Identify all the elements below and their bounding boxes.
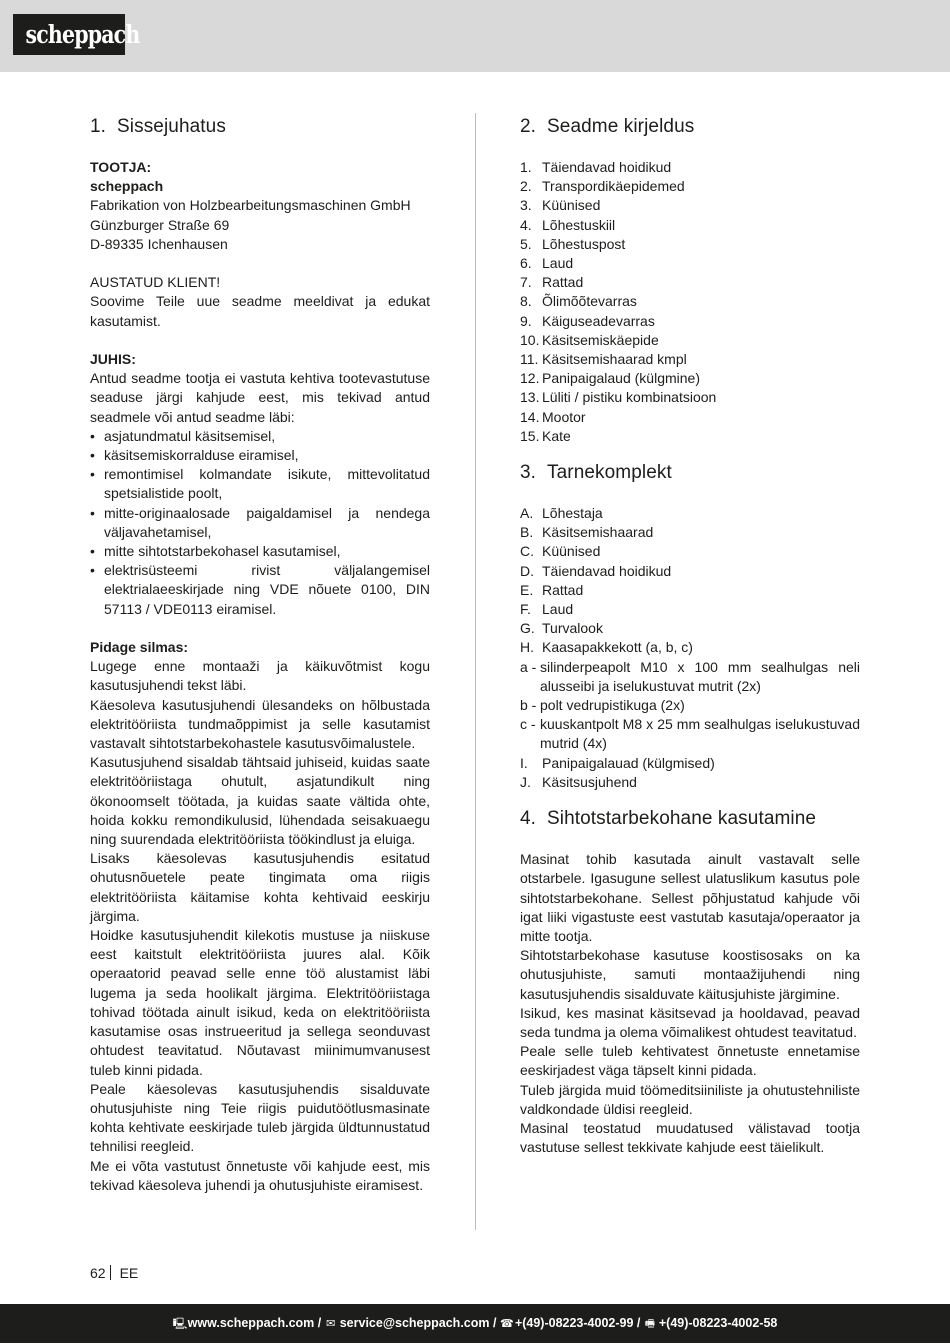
delivery-list-continued [520, 754, 860, 792]
list-item: 7. Rattad [520, 274, 584, 291]
delivery-list [520, 504, 860, 658]
fax-icon: 🖷︎ [644, 1318, 656, 1330]
list-item: B. Käsitsemishaarad [520, 524, 654, 541]
fax-number: +(49)-08223-4002-58 [658, 1316, 778, 1330]
address-line: Günzburger Straße 69 [90, 216, 230, 233]
list-item: 14. Mootor [520, 408, 586, 425]
paragraph: Lisaks käesolevas kasutusjuhendis esitatud ohutusnõuetele peate tingimata oma riigis elektritööriista käitamise kohta kehtivaid eeskirju järgima. [90, 850, 430, 924]
paragraph: Masinal teostatud muudatused välistavad tootja vastutuse sellest tekkivate kahjude eest täielikult. [520, 1119, 860, 1156]
computer-icon: 🖳︎ [172, 1318, 188, 1330]
paragraph: Me ei võta vastutust õnnetuste või kahjude eest, mis tekivad käesoleva juhendi ja ohutusjuhiste eiramisest. [90, 1157, 430, 1193]
paragraph: Peale käesolevas kasutusjuhendis sisalduvate ohutusjuhiste ning Teie riigis puidutöötlusmasinate kohta kehtivate eeskirjade tuleb järgida üldtunnustatud tehnilisi reegleid. [90, 1080, 430, 1155]
scheppach-logo: scheppach [13, 14, 125, 55]
section-3-heading: 3. Tarnekomplekt [520, 462, 672, 484]
column-divider [475, 113, 476, 1230]
notice-text: Antud seadme tootja ei vastuta kehtiva tootevastutuse seaduse järgi kahjude eest, mis tekivad antud seadmele või antud seadme läbi: [90, 370, 430, 425]
list-item: 10. Käsitsemiskäepide [520, 331, 659, 348]
list-item: G. Turvalook [520, 620, 603, 637]
paragraph: Hoidke kasutusjuhendit kilekotis mustuse ja niiskuse eest kaitstult elektritööriista juures alal. Kõik operaatorid peavad selle enne töö alustamist läbi lugema ja seda hoolikalt järgima. Elektritööriistaga tohivad töötada ainult isikud, keda on elektritööriista kasutamise osas instrueeritud ja sellega seonduvast ohtudest teavitatud. Nõutavast miinimumvanusest tuleb kinni pidada. [90, 927, 430, 1078]
list-item: I. Panipaigalauad (külgmised) [520, 754, 715, 771]
list-item: 5. Lõhestuspost [520, 235, 626, 252]
phone-number: +(49)-08223-4002-99 / [514, 1316, 641, 1330]
list-item: F. Laud [520, 601, 574, 618]
list-item: 4. Lõhestuskiil [520, 216, 616, 233]
paragraph: Isikud, kes masinat käsitsevad ja hooldavad, peavad seda tundma ja olema võimalikest ohtudest teavitatud. [520, 1004, 860, 1040]
address-line: D-89335 Ichenhausen [90, 235, 228, 252]
list-item: A. Lõhestaja [520, 505, 603, 522]
left-column [90, 116, 430, 1195]
kit-item: b - polt vedrupistikuga (2x) [520, 697, 685, 714]
phone-icon: ☎︎ [499, 1318, 514, 1330]
list-item: 11. Käsitsemishaarad kmpl [520, 351, 687, 368]
address-line: Fabrikation von Holzbearbeitungsmaschinen GmbH [90, 197, 411, 214]
paragraph: Sihtotstarbekohase kasutuse koostisosaks on ka ohutusjuhiste, samuti montaažijuhendi ning kasutusjuhendis sisalduvate käitusjuhiste järgimine. [520, 947, 860, 1002]
list-item: • käsitsemiskorralduse eiramisel, [90, 446, 430, 465]
list-item: D. Täiendavad hoidikud [520, 562, 672, 579]
list-item: C. Küünised [520, 543, 601, 560]
list-item: 13. Lüliti / pistiku kombinatsioon [520, 389, 717, 406]
list-item: 1. Täiendavad hoidikud [520, 159, 672, 175]
company-name: scheppach [90, 178, 164, 195]
list-item: J. Käsitsusjuhend [520, 773, 637, 790]
list-item: 12. Panipaigalaud (külgmine) [520, 370, 700, 387]
list-item: 15. Kate [520, 427, 571, 444]
parts-list [520, 158, 860, 446]
greeting: AUSTATUD KLIENT! [90, 274, 221, 291]
notice-label: JUHIS: [90, 351, 136, 367]
right-column [520, 116, 860, 1157]
list-item: • mitte-originaalosade paigaldamisel ja nendega väljavahetamisel, [90, 504, 430, 542]
section-4-heading: 4. Sihtotstarbekohane kasutamine [520, 808, 817, 830]
manufacturer-label: TOOTJA: [90, 159, 152, 175]
paragraph: Kasutusjuhend sisaldab tähtsaid juhiseid, kuidas saate elektritööriistaga ohutult, asjatundikult ning ökonoomselt töötada, ja kuidas saate vältida ohte, hoida kokku remondikulusid, lühendada seisakuaegu ning suurendada elektritööriista töökindlust ja eluiga. [90, 754, 430, 848]
list-item: • mitte sihtotstarbekohasel kasutamisel, [90, 542, 430, 561]
list-item: 9. Käiguseadevarras [520, 312, 655, 329]
page-footer [0, 1304, 950, 1343]
list-item: 8. Õlimõõtevarras [520, 293, 637, 310]
language-code: EE [119, 1265, 139, 1281]
list-item: • elektrisüsteemi rivist väljalangemisel elektrialaeeskirjade ning VDE nõuete 0100, DIN 57113 / VDE0113 eiramisel. [90, 561, 430, 619]
list-item: E. Rattad [520, 581, 584, 598]
mail-icon: ✉︎ [326, 1318, 336, 1330]
paragraph: Masinat tohib kasutada ainult vastavalt selle otstarbele. Igasugune sellest ulatuslikum kasutus pole sihtotstarbekohane. Sellest põhjustatud kahjude või igat liiki vigastuste eest vastutab kasutaja/operaator ja mitte tootja. [520, 851, 860, 944]
list-item: H. Kaasapakkekott (a, b, c) [520, 639, 693, 656]
list-item: 2. Transpordikäepidemed [520, 178, 685, 195]
section-1-heading: 1. Sissejuhatus [90, 116, 226, 137]
liability-list [90, 427, 430, 619]
list-item: 6. Laud [520, 255, 574, 272]
kit-item: a - silinderpeapolt M10 x 100 mm sealhulgas neli alusseibi ja iselukustuvat mutrit (2x) [520, 658, 860, 694]
website-link[interactable]: www.scheppach.com / [187, 1316, 322, 1330]
paragraph: Tuleb järgida muid töömeditsiiniliste ja ohutustehniliste valdkondade üldisi reegleid. [520, 1081, 860, 1117]
section-2-heading: 2. Seadme kirjeldus [520, 116, 695, 137]
greeting-text: Soovime Teile uue seadme meeldivat ja edukat kasutamist. [90, 293, 430, 329]
paragraph: Käesoleva kasutusjuhendi ülesandeks on hõlbustada elektritööriista tundmaõppimist ja selle kasutamist vastavalt sihtotstarbekohastele kasutusvõimalustele. [90, 696, 430, 752]
paragraph: Lugege enne montaaži ja käikuvõtmist kogu kasutusjuhendi tekst läbi. [90, 658, 430, 694]
list-item: • remontimisel kolmandate isikute, mittevolitatud spetsialistide poolt, [90, 465, 430, 503]
paragraph: Peale selle tuleb kehtivatest õnnetuste ennetamise eeskirjadest väga täpselt kinni pidada. [520, 1043, 860, 1079]
page-number: 62 EE [90, 1265, 139, 1281]
list-item: • asjatundmatul käsitsemisel, [90, 427, 430, 446]
email-link[interactable]: service@scheppach.com / [339, 1316, 497, 1330]
list-item: 3. Küünised [520, 197, 601, 214]
attention-label: Pidage silmas: [90, 639, 189, 656]
kit-item: c - kuuskantpolt M8 x 25 mm sealhulgas iselukustuvad mutrid (4x) [520, 716, 860, 752]
page-header [0, 0, 950, 72]
